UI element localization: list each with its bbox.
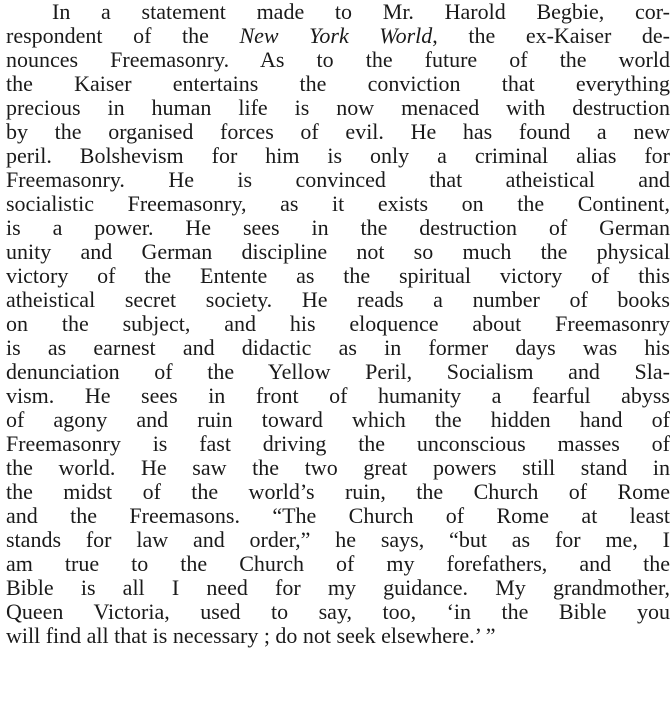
text-line: Freemasonry is fast driving the unconscious masses of: [6, 431, 670, 456]
text-line: vism. He sees in front of humanity a fearful abyss: [6, 383, 670, 408]
text-line: atheistical secret society. He reads a number of books: [6, 287, 670, 312]
text-line: denunciation of the Yellow Peril, Socialism and Sla-: [6, 359, 670, 384]
text-line: nounces Freemasonry. As to the future of the world: [6, 47, 670, 72]
text-line: by the organised forces of evil. He has found a new: [6, 119, 670, 144]
text-line: am true to the Church of my forefathers, and the: [6, 551, 670, 576]
text-line: the Kaiser entertains the conviction that everything: [6, 71, 670, 96]
text-line: is as earnest and didactic as in former days was his: [6, 335, 670, 360]
text-line: peril. Bolshevism for him is only a criminal alias for: [6, 143, 670, 168]
text-line: In a statement made to Mr. Harold Begbie, cor-: [52, 0, 670, 24]
italic-title: New York World: [239, 23, 433, 48]
text-line: Queen Victoria, used to say, too, ‘in the Bible you: [6, 599, 670, 624]
text-line: of agony and ruin toward which the hidden hand of: [6, 407, 670, 432]
text-line: the world. He saw the two great powers still stand in: [6, 455, 670, 480]
text-line: stands for law and order,” he says, “but as for me, I: [6, 527, 670, 552]
text-line: on the subject, and his eloquence about Freemasonry: [6, 311, 670, 336]
text-line: and the Freemasons. “The Church of Rome at least: [6, 503, 670, 528]
text-line: victory of the Entente as the spiritual victory of this: [6, 263, 670, 288]
article-paragraph: [6, 0, 670, 648]
text-line: is a power. He sees in the destruction of German: [6, 215, 670, 240]
text-line: respondent of the New York World, the ex-Kaiser de-: [6, 23, 670, 48]
text-line: Bible is all I need for my guidance. My grandmother,: [6, 575, 670, 600]
text-line: unity and German discipline not so much the physical: [6, 239, 670, 264]
text-line: will find all that is necessary ; do not seek elsewhere.’ ”: [6, 623, 496, 648]
text-line: socialistic Freemasonry, as it exists on the Continent,: [6, 191, 670, 216]
text-line: the midst of the world’s ruin, the Church of Rome: [6, 479, 670, 504]
text-line: Freemasonry. He is convinced that atheistical and: [6, 167, 670, 192]
text-line: precious in human life is now menaced with destruction: [6, 95, 670, 120]
